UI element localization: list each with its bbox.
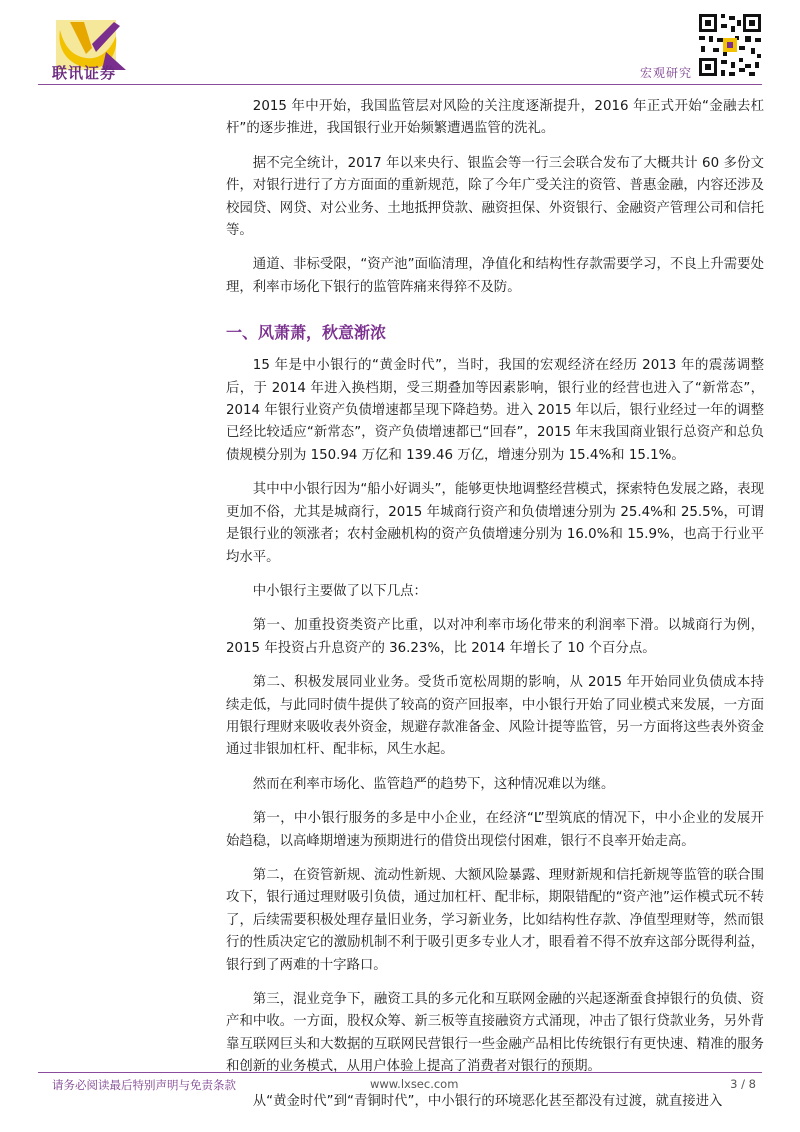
report-body [226, 96, 764, 1113]
footer-website: www.lxsec.com [370, 1077, 459, 1091]
section-heading: 一、风萧萧，秋意渐浓 [226, 323, 387, 343]
body-paragraph: 15 年是中小银行的“黄金时代”，当时，我国的宏观经济在经历 2013 年的震荡调整后，于 2014 年进入换档期，受三期叠加等因素影响，银行业的经营也进入了“新常态”，2014 年银行业资产负债增速都呈现下降趋势。进入 2015 年以后，银行业经过一年的调整已经比较适应“新常态”，资产负债增速都已“回春”，2015 年末我国商业银行总资产和总负债规模分别为 150.94 万亿和 139.46 万亿，增速分别为 15.4%和 15.1%。 [226, 358, 764, 463]
body-paragraph: 中小银行主要做了以下几点： [252, 583, 427, 599]
header-divider [38, 84, 762, 85]
body-paragraph: 第三，混业竞争下，融资工具的多元化和互联网金融的兴起逐渐蚕食掉银行的负债、资产和中收。一方面，股权众筹、新三板等直接融资方式涌现，冲击了银行贷款业务，另外背靠互联网巨头和大数据的互联网民营银行一些金融产品相比传统银行有更快速、精准的服务和创新的业务模式，从用户体验上提高了消费者对银行的预期。 [226, 992, 764, 1075]
body-paragraph: 第一，中小银行服务的多是中小企业，在经济“L”型筑底的情况下，中小企业的发展开始趋稳，以高峰期增速为预期进行的借贷出现偿付困难，银行不良率开始走高。 [226, 811, 764, 849]
body-paragraph: 然而在利率市场化、监管趋严的趋势下，这种情况难以为继。 [252, 776, 615, 792]
body-paragraph: 通道、非标受限，“资产池”面临清理，净值化和结构性存款需要学习，不良上升需要处理，利率市场化下银行的监管阵痛来得猝不及防。 [226, 257, 764, 295]
footer-divider [38, 1072, 762, 1073]
footer-disclaimer: 请务必阅读最后特别声明与免责条款 [52, 1078, 236, 1092]
body-paragraph: 2015 年中开始，我国监管层对风险的关注度逐渐提升，2016 年正式开始“金融去杠杆”的逐步推进，我国银行业开始频繁遭遇监管的洗礼。 [226, 99, 764, 137]
page-number: 3 / 8 [730, 1077, 756, 1091]
body-paragraph: 第二、积极发展同业业务。受货币宽松周期的影响，从 2015 年开始同业负债成本持续走低，与此同时债牛提供了较高的资产回报率，中小银行开始了同业模式来发展，一方面用银行理财来吸收表外资金，规避存款准备金、风险计提等监管，另一方面将这些表外资金通过非银加杠杆、配非标，风生水起。 [226, 675, 764, 758]
body-paragraph: 据不完全统计，2017 年以来央行、银监会等一行三会联合发布了大概共计 60 多份文件，对银行进行了方方面面的重新规范，除了今年广受关注的资管、普惠金融，内容还涉及校园贷、网贷、对公业务、土地抵押贷款、融资担保、外资银行、金融资产管理公司和信托等。 [226, 155, 764, 239]
report-type-label: 宏观研究 [639, 66, 692, 80]
qr-code-icon [697, 12, 763, 78]
body-paragraph: 第二，在资管新规、流动性新规、大额风险暴露、理财新规和信托新规等监管的联合围攻下，银行通过理财吸引负债，通过加杠杆、配非标，期限错配的“资产池”运作模式玩不转了，后续需要积极处理存量旧业务，学习新业务，比如结构性存款、净值型理财等，然而银行的性质决定它的激励机制不利于吸引更多专业人才，眼看着不得不放弃这部分既得利益，银行到了两难的十字路口。 [226, 867, 764, 973]
body-paragraph: 第一、加重投资类资产比重，以对冲利率市场化带来的利润率下滑。以城商行为例，2015 年投资占升息资产的 36.23%，比 2014 年增长了 10 个百分点。 [226, 618, 764, 656]
body-paragraph: 其中中小银行因为“船小好调头”，能够更快地调整经营模式，探索特色发展之路，表现更加不俗，尤其是城商行，2015 年城商行资产和负债增速分别为 25.4%和 25.5%，可谓是银行业的领涨者；农村金融机构的资产负债增速分别为 16.0%和 15.9%，也高于行业平均水平。 [226, 482, 764, 565]
body-paragraph: 从“黄金时代”到“青铜时代”，中小银行的环境恶化甚至都没有过渡，就直接进入 [252, 1093, 723, 1109]
logo-text: 联讯证券 [52, 64, 117, 82]
